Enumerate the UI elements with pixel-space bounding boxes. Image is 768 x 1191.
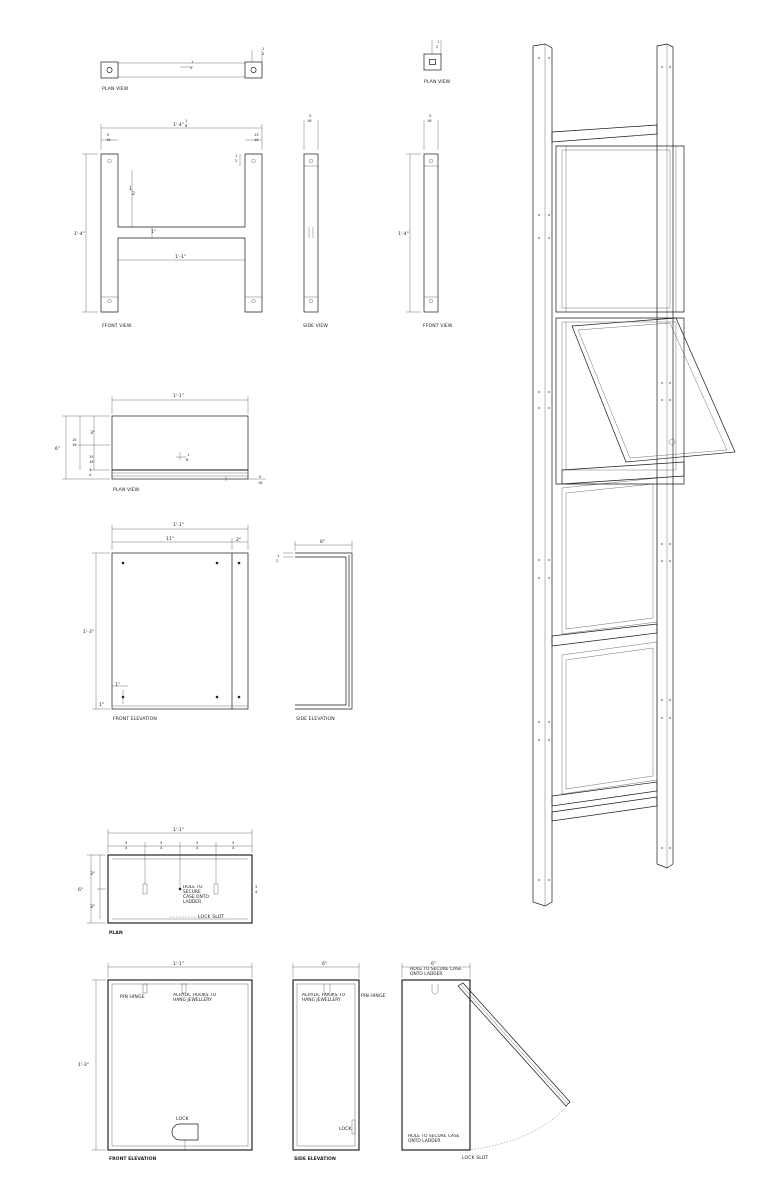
acrylic-front-note: ACRYLIC HOOKS TO HANG JEWELLERY	[173, 993, 217, 1003]
fraction-num: 3	[89, 468, 92, 472]
dim-3-b: 3"	[90, 872, 96, 877]
fraction-num: 1	[191, 60, 194, 64]
plan-label: PLAN	[109, 931, 123, 936]
hole-secure-top-note: HOLE TO SECURE CASE ONTO LADDER	[410, 967, 462, 977]
fraction-den: 8	[186, 458, 189, 462]
fraction-num: 3	[196, 841, 199, 845]
fraction-num: 5	[309, 114, 312, 118]
dim-gap-1: 1"	[151, 230, 157, 235]
dim-inner-1-1: 1'-1"	[175, 255, 186, 260]
dim-6-c: 6"	[431, 962, 437, 967]
lock-slot-open-note: LOCK SLOT	[462, 1156, 489, 1161]
fraction-den: 4	[196, 846, 199, 850]
case-plan-view-drawing	[62, 396, 266, 481]
fraction-den: 2	[235, 159, 238, 163]
dim-height-6-a: 6"	[55, 447, 61, 452]
fraction-den: 16	[427, 119, 432, 123]
fraction-num: 3	[232, 841, 235, 845]
fraction-den: 16	[307, 119, 312, 123]
lock-front-note: LOCK	[176, 1117, 189, 1122]
plan-drawing	[87, 829, 252, 923]
side-elevation-2-label: SIDE ELEVATION	[294, 1157, 336, 1162]
fraction-den: 4	[232, 846, 235, 850]
plan-view-2-label: PLAN VIEW	[424, 80, 451, 85]
fraction-den: 4	[255, 890, 258, 894]
plan-view-2-drawing	[424, 40, 441, 70]
fraction-num: 1	[262, 47, 265, 51]
fraction-num: 13	[254, 133, 259, 137]
dim-3-c: 3"	[90, 905, 96, 910]
fraction-num: 5	[429, 114, 432, 118]
pin-hinge-front-note: PIN HINGE	[120, 995, 145, 1000]
fraction-den: 4	[160, 846, 163, 850]
dim-half-1: 1	[129, 187, 132, 192]
dim-height-1-4-b: 1'-4"	[398, 232, 409, 237]
side-view-drawing	[304, 120, 318, 312]
dim-2: 2"	[236, 538, 242, 543]
plan-view-1-label: PLAN VIEW	[102, 87, 129, 92]
dim-small-num: 1	[185, 119, 188, 123]
dim-3-a: 3"	[90, 431, 96, 436]
pin-hinge-side-note: PIN HINGE	[361, 994, 386, 999]
fraction-den: 2	[190, 66, 193, 70]
fraction-den: 16	[254, 138, 259, 142]
dim-width-1-1-a: 1'-1"	[173, 394, 184, 399]
hole-secure-bottom-note: HOLE TO SECURE CASE ONTO LADDER	[408, 1134, 460, 1144]
front-elevation-1-drawing	[92, 525, 248, 709]
fraction-den: 2	[262, 52, 265, 56]
dim-1-a: 1"	[115, 683, 121, 688]
front-view-1-drawing	[82, 124, 262, 312]
dim-height-1-3-a: 1'-3"	[83, 630, 94, 635]
plan-view-1-drawing	[101, 50, 265, 78]
fraction-num: 1	[437, 40, 440, 44]
front-elevation-2-drawing	[92, 963, 252, 1150]
fraction-num: 3	[255, 885, 258, 889]
fraction-num: 3	[125, 841, 128, 845]
fraction-num: 5	[107, 133, 110, 137]
dim-width-1-1-d: 1'-1"	[173, 962, 184, 967]
front-elevation-1-label: FRONT ELEVATION	[113, 717, 157, 722]
lock-slot-plan-note: LOCK SLOT	[198, 915, 225, 920]
fraction-num: 1	[187, 453, 190, 457]
dim-half-2: 2	[132, 192, 135, 197]
fraction-den: 16	[258, 481, 263, 485]
side-elevation-1-drawing	[283, 541, 352, 709]
fraction-den: 16	[72, 443, 77, 447]
dim-small-den: 8	[185, 124, 188, 128]
dim-11: 11"	[166, 537, 174, 542]
front-elevation-2-label: FRONT ELEVATION	[109, 1157, 157, 1162]
side-view-label: SIDE VIEW	[303, 324, 329, 329]
fraction-den: 4	[89, 473, 92, 477]
front-view-1-label: FFONT VIEW	[102, 324, 132, 329]
side-elevation-2-drawing	[293, 963, 359, 1150]
fraction-den: 16	[89, 460, 94, 464]
fraction-den: 2	[276, 559, 279, 563]
fraction-den: 4	[125, 846, 128, 850]
front-view-2-drawing	[406, 120, 438, 312]
fraction-num: 5	[259, 475, 262, 479]
acrylic-side-note: ACRYLIC HOOKS TO HANG JEWELLERY	[302, 993, 346, 1003]
fraction-num: 15	[89, 455, 94, 459]
dim-width-1-1-c: 1'-1"	[173, 828, 184, 833]
fraction-num: 1	[235, 154, 238, 158]
dim-6-side: 6"	[320, 540, 326, 545]
hole-secure-plan-note: HOLE TO SECURE CASE ONTO LADDER	[183, 885, 209, 905]
ladder-perspective-drawing	[533, 44, 735, 906]
fraction-den: 16	[106, 138, 111, 142]
side-elevation-1-label: SIDE ELEVATION	[296, 717, 335, 722]
dim-height-1-4-a: 1'-4"	[74, 232, 85, 237]
dim-6-b: 6"	[322, 962, 328, 967]
dim-1-b: 1"	[99, 703, 105, 708]
fraction-num: 1	[277, 554, 280, 558]
dim-height-6-b: 6"	[78, 888, 84, 893]
fraction-num: 3	[160, 841, 163, 845]
dim-width-1-1-b: 1'-1"	[173, 523, 184, 528]
case-plan-view-label: PLAN VIEW	[113, 488, 140, 493]
open-door-side-drawing	[402, 963, 570, 1150]
dim-width-1-4: 1'-4"	[173, 123, 184, 128]
fraction-num: 15	[72, 438, 77, 442]
fraction-den: 2	[436, 45, 439, 49]
lock-side-note: LOCK	[339, 1127, 352, 1132]
front-view-2-label: FFONT VIEW	[423, 324, 453, 329]
dim-height-1-3-b: 1'-3"	[78, 1063, 89, 1068]
